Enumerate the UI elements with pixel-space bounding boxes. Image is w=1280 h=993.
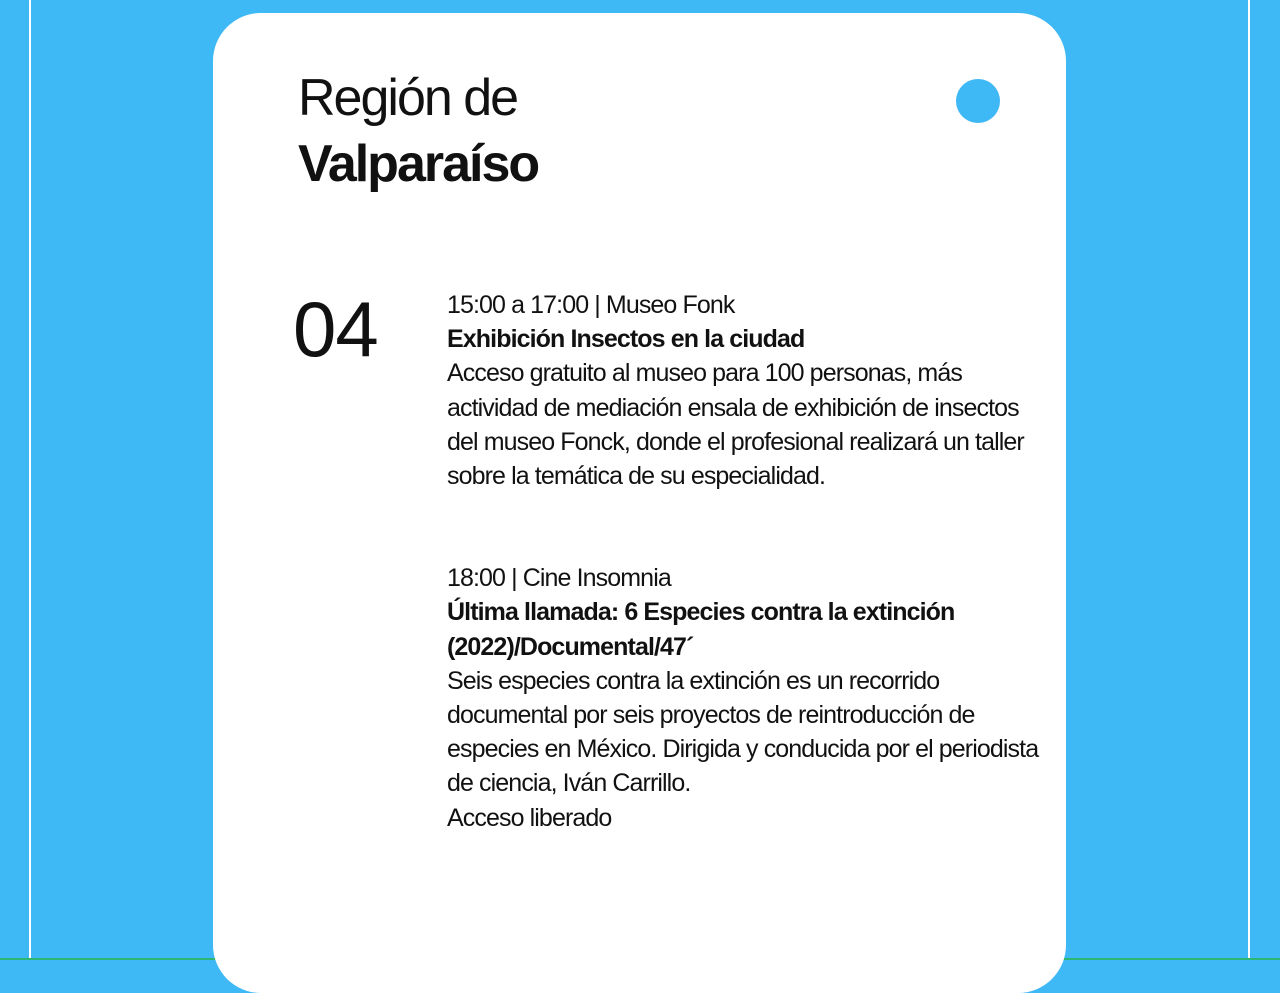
day-number: 04 (293, 285, 378, 373)
event-description: Acceso gratuito al museo para 100 personas, más actividad de mediación ensala de exhibición de insectos del museo Fonck, donde el profesional realizará un taller sobre la temática de su especialidad. (447, 359, 1024, 491)
event-item (447, 561, 1047, 835)
region-title (298, 65, 538, 197)
event-access-note: Acceso liberado (447, 803, 612, 832)
region-title-line1: Región de (298, 69, 518, 127)
event-time-location: 15:00 a 17:00 | Museo Fonk (447, 291, 735, 319)
region-title-line2: Valparaíso (298, 135, 539, 193)
event-card (213, 13, 1066, 993)
left-guide-line (29, 0, 31, 960)
event-title: Última llamada: 6 Especies contra la extinción (2022)/Documental/47´ (447, 598, 955, 661)
accent-dot-icon (956, 79, 1000, 123)
event-description: Seis especies contra la extinción es un recorrido documental por seis proyectos de reintroducción de especies en México. Dirigida y conducida por el periodista de ciencia, Iván Carrillo. (447, 666, 1039, 798)
event-time-location: 18:00 | Cine Insomnia (447, 564, 671, 593)
event-title: Exhibición Insectos en la ciudad (447, 325, 805, 354)
events-list (447, 288, 1047, 835)
event-item (447, 288, 1047, 493)
right-guide-line (1248, 0, 1250, 960)
